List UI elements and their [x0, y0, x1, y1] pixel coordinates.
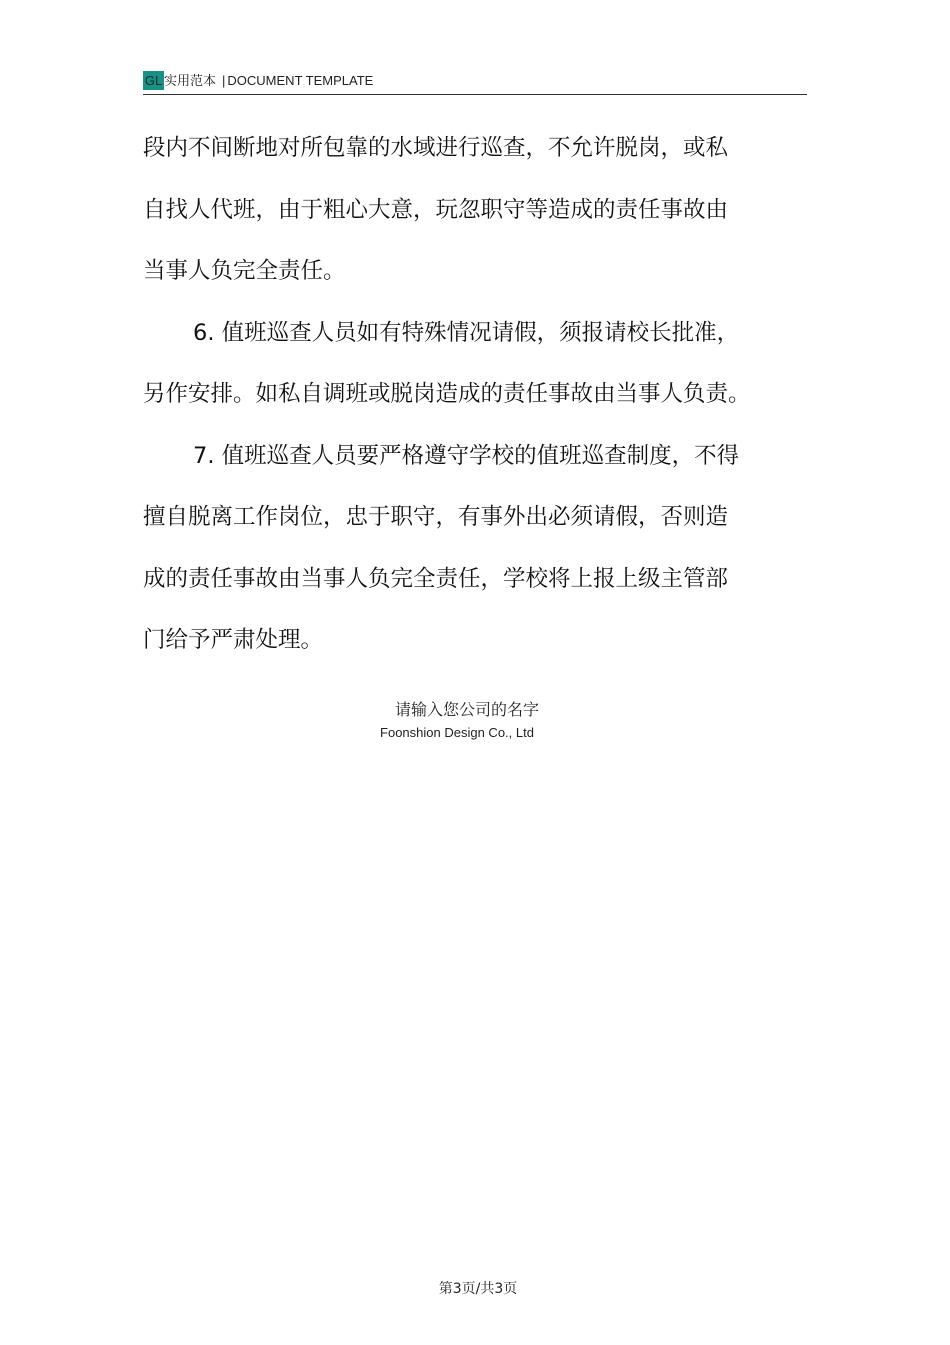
company-name-cn: 请输入您公司的名字 — [394, 700, 539, 719]
page-number: 第3页/共3页 — [438, 1281, 518, 1297]
body-line: 门给予严肃处理。 — [143, 627, 324, 653]
company-name-en: Foonshion Design Co., Ltd — [380, 725, 534, 740]
header-title-group — [164, 71, 373, 90]
gl-logo-icon: GL — [144, 73, 163, 88]
header-subtitle: DOCUMENT TEMPLATE — [227, 73, 374, 88]
body-line: 段内不间断地对所包靠的水域进行巡查，不允许脱岗，或私 — [143, 135, 729, 161]
item-7-line: 7. 值班巡查人员要严格遵守学校的值班巡查制度，不得 — [193, 442, 740, 469]
item-6-line: 6. 值班巡查人员如有特殊情况请假，须报请校长批准， — [193, 319, 740, 346]
body-line: 另作安排。如私自调班或脱岗造成的责任事故由当事人负责。 — [143, 381, 751, 407]
body-text — [143, 118, 783, 672]
header-divider: | — [222, 73, 226, 88]
body-line: 擅自脱离工作岗位，忠于职守，有事外出必须请假，否则造 — [143, 504, 729, 530]
document-header — [143, 71, 807, 95]
body-line: 成的责任事故由当事人负完全责任，学校将上报上级主管部 — [143, 565, 729, 592]
header-title: 实用范本 — [164, 73, 217, 88]
body-line: 自找人代班，由于粗心大意，玩忽职守等造成的责任事故由 — [143, 196, 729, 223]
body-line: 当事人负完全责任。 — [143, 258, 346, 284]
